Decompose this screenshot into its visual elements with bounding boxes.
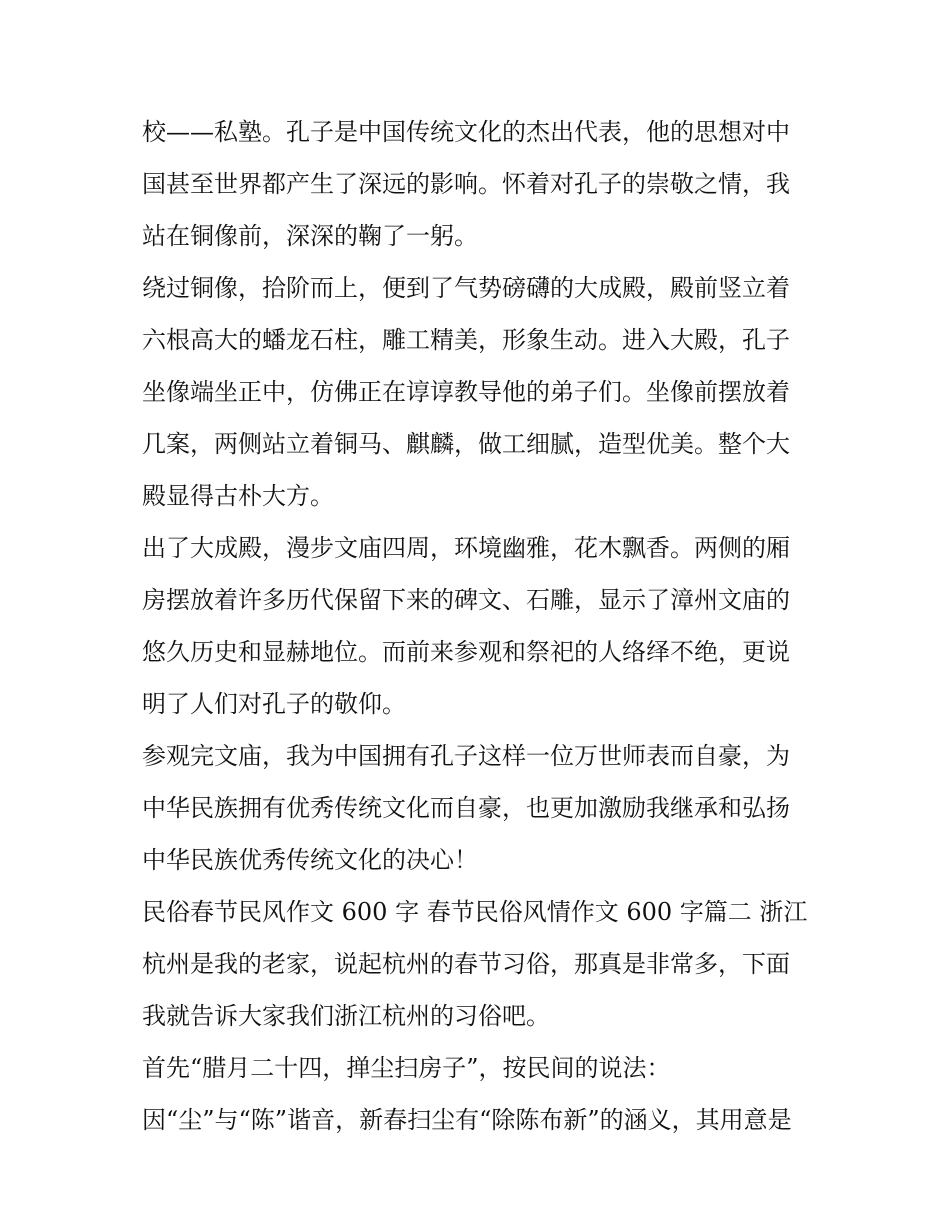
text-line: 我就告诉大家我们浙江杭州的习俗吧。 bbox=[142, 1002, 550, 1030]
text-line: 明了人们对孔子的敬仰。 bbox=[142, 690, 406, 718]
text-line: 校——私塾。孔子是中国传统文化的杰出代表，他的思想对中 bbox=[142, 118, 790, 146]
text-line: 出了大成殿，漫步文庙四周，环境幽雅，花木飘香。两侧的厢 bbox=[142, 534, 790, 562]
document-body bbox=[142, 106, 812, 1146]
text-line: 民俗春节民风作文 600 字 春节民俗风情作文 600 字篇二 浙江 bbox=[142, 898, 808, 926]
text-line: 绕过铜像，拾阶而上，便到了气势磅礴的大成殿，殿前竖立着 bbox=[142, 274, 790, 302]
text-line: 中华民族拥有优秀传统文化而自豪，也更加激励我继承和弘扬 bbox=[142, 794, 790, 822]
text-line: 房摆放着许多历代保留下来的碑文、石雕，显示了漳州文庙的 bbox=[142, 586, 790, 614]
text-line: 几案，两侧站立着铜马、麒麟，做工细腻，造型优美。整个大 bbox=[142, 430, 790, 458]
text-line: 站在铜像前，深深的鞠了一躬。 bbox=[142, 222, 478, 250]
text-line: 中华民族优秀传统文化的决心！ bbox=[142, 846, 478, 874]
text-line: 国甚至世界都产生了深远的影响。怀着对孔子的崇敬之情，我 bbox=[142, 170, 790, 198]
text-line: 因“尘”与“陈”谐音，新春扫尘有“除陈布新”的涵义，其用意是 bbox=[142, 1106, 792, 1134]
text-line: 坐像端坐正中，仿佛正在谆谆教导他的弟子们。坐像前摆放着 bbox=[142, 378, 790, 406]
text-line: 殿显得古朴大方。 bbox=[142, 482, 334, 510]
text-line: 参观完文庙，我为中国拥有孔子这样一位万世师表而自豪，为 bbox=[142, 742, 790, 770]
text-line: 六根高大的蟠龙石柱，雕工精美，形象生动。进入大殿，孔子 bbox=[142, 326, 790, 354]
text-line: 首先“腊月二十四，掸尘扫房子”，按民间的说法： bbox=[142, 1054, 671, 1082]
text-line: 悠久历史和显赫地位。而前来参观和祭祀的人络绎不绝，更说 bbox=[142, 638, 790, 666]
text-line: 杭州是我的老家，说起杭州的春节习俗，那真是非常多，下面 bbox=[142, 950, 790, 978]
